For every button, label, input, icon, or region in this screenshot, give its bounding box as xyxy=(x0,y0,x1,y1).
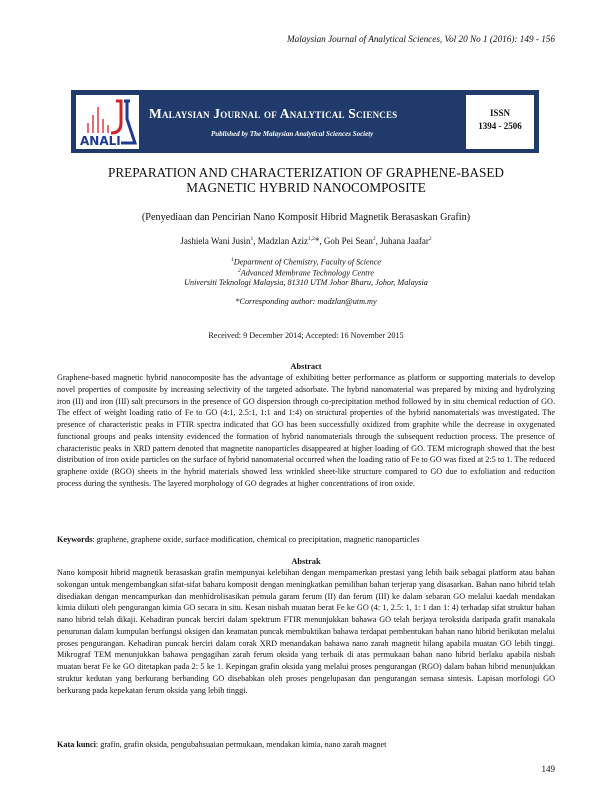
abstract-heading: Abstract xyxy=(290,362,322,371)
paper-title xyxy=(57,165,555,195)
affiliations xyxy=(57,256,555,288)
author-list: Jashiela Wani Jusin$^1$, Madzlan Aziz$^{1,2}$*, Goh Pei Sean$^2$, Juhana Jaafar$^2$ xyxy=(180,236,432,246)
corresponding-author: *Corresponding author: madzlan@utm.my xyxy=(235,297,377,306)
kata-kunci-label: Kata kunci xyxy=(57,740,96,749)
author-sup: 2 xyxy=(372,236,376,242)
running-header: Malaysian Journal of Analytical Sciences, Vol 20 No 1 (2016): 149 - 156 xyxy=(286,34,555,44)
author-sup: 1 xyxy=(250,236,254,242)
journal-banner xyxy=(71,90,539,153)
abstrak-heading: Abstrak xyxy=(291,557,321,566)
svg-text:ANALI: ANALI xyxy=(80,134,121,148)
keywords-text: : graphene, graphene oxide, surface modification, chemical co precipitation, magnetic nanoparticles xyxy=(92,535,420,544)
author: Madzlan Aziz xyxy=(257,236,308,246)
affiliation: $^1$Department of Chemistry, Faculty of Science xyxy=(230,257,382,267)
issn-number: 1394 - 2506 xyxy=(478,121,522,131)
received-dates: Received: 9 December 2014; Accepted: 16 November 2015 xyxy=(208,331,404,340)
page-number: 149 xyxy=(541,764,555,774)
affiliation: Universiti Teknologi Malaysia, 81310 UTM Johor Bharu, Johor, Malaysia xyxy=(184,278,428,288)
issn-label: ISSN xyxy=(489,108,510,118)
title-line: MAGNETIC HYBRID NANOCOMPOSITE xyxy=(186,180,426,195)
title-line: PREPARATION AND CHARACTERIZATION OF GRAPHENE-BASED xyxy=(108,165,504,180)
abstrak-text: Nano komposit hibrid magnetik berasaskan grafin mempunyai kelebihan dengan mempamerkan prestasi yang lebih baik sebagai platform atau bahan sokongan untuk mengembangkan sifat-sifat baharu komposit dengan meningkatkan pemilihan bahan terjerap yang disasarkan. Bahan nano hibrid telah disediakan dengan mencampurkan dan menhidrolisasikan pemula garam ferum (II) dan ferum (III) ke dalam sebaran GO melalui kaedah mendakan kimia diikuti oleh pengurangan kimia GO secara in situ. Kesan nisbah muatan berat Fe ke GO (4: 1, 2.5: 1, 1: 1 dan 1: 4) terhadap sifat struktur bahan nano hibrid telah dikaji. Kehadiran puncak berciri dalam spektrum FTIR menunjukkan bahawa GO telah berjaya teroksida daripada grafit manakala penurunan dalam kumpulan berfungsi oksigen dan keamatan puncak membuktikan bahawa terdapat pembentukan bahan nano hibrid berikutan melalui proses pengurangan. Kehadiran puncak berciri dalam corak XRD menandakan bahawa nano zarah magnetit hilang apabila muatan GO lebih tinggi. Mikrograf TEM menunjukkan bahawa pengagihan zarah ferum oksida yang terbaik di atas permukaan bahan nano hibrid berlaku apabila nisbah muatan berat Fe ke GO ditetapkan pada 2: 5 ke 1. Kepingan grafin oksida yang melalui proses pengurangan (RGO) dalam bahan hibrid menunjukkan struktur kedutan yang berkurang berbanding GO disebabkan oleh proses pengelupasan dan pengurangan semasa sintesis. Lapisan morfologi GO berkurang pada kepekatan ferum oksida yang lebih tinggi. xyxy=(57,568,555,695)
keywords xyxy=(57,535,555,544)
corresponding-mark: * xyxy=(314,236,320,246)
author: Juhana Jaafar xyxy=(380,236,429,246)
publisher-line: Published by The Malaysian Analytical Sciences Society xyxy=(211,130,374,138)
author: Goh Pei Sean xyxy=(323,236,373,246)
journal-name: Malaysian Journal of Analytical Sciences xyxy=(149,106,398,121)
author-sup: 2 xyxy=(428,236,432,242)
abstract-text: Graphene-based magnetic hybrid nanocomposite has the advantage of exhibiting better performance as platform or supporting materials to develop novel properties of composite by increasing selectivity of the targeted adsorbate. The hybrid nanomaterial was prepared by mixing and hydrolyzing iron (II) and iron (III) salt precursors in the presence of GO dispersion through co-precipitation method followed by in situ chemical reduction of GO. The effect of weight loading ratio of Fe to GO (4:1, 2.5:1, 1:1 and 1:4) on structural properties of the hybrid nanomaterials was investigated. The presence of characteristic peaks in FTIR spectra indicated that GO has been successfully oxidized from graphite while the decrease in oxygenated functional groups and peaks intensity evidenced the formation of hybrid nanomaterials through the subsequent reduction process. The presence of characteristic peaks in XRD pattern denoted that magnetite nanoparticles disappeared at higher loading of GO. TEM micrograph showed that the best distribution of iron oxide particles on the surface of hybrid nanomaterial occurred when the loading ratio of Fe to GO was fixed at 2:5 to 1. The reduced graphene oxide (RGO) sheets in the hybrid materials showed less wrinkled sheet-like structure compared to GO due to exfoliation and reduction process during the synthesis. The layered morphology of GO degrades at higher concentrations of iron oxide. xyxy=(57,373,555,488)
kata-kunci xyxy=(57,740,555,749)
keywords-label: Keywords xyxy=(57,535,93,544)
affiliation: $^2$Advanced Membrane Technology Centre xyxy=(237,268,375,278)
paper-subtitle: (Penyediaan dan Pencirian Nano Komposit Hibrid Magnetik Berasaskan Grafin) xyxy=(141,212,471,223)
author: Jashiela Wani Jusin xyxy=(180,236,251,246)
analis-logo xyxy=(76,95,139,149)
author-sup: 1,2 xyxy=(307,236,315,242)
kata-kunci-text: : grafin, grafin oksida, pengubahsuaian permukaan, mendakan kimia, nano zarah magnet xyxy=(95,740,387,749)
issn-box xyxy=(466,95,534,149)
